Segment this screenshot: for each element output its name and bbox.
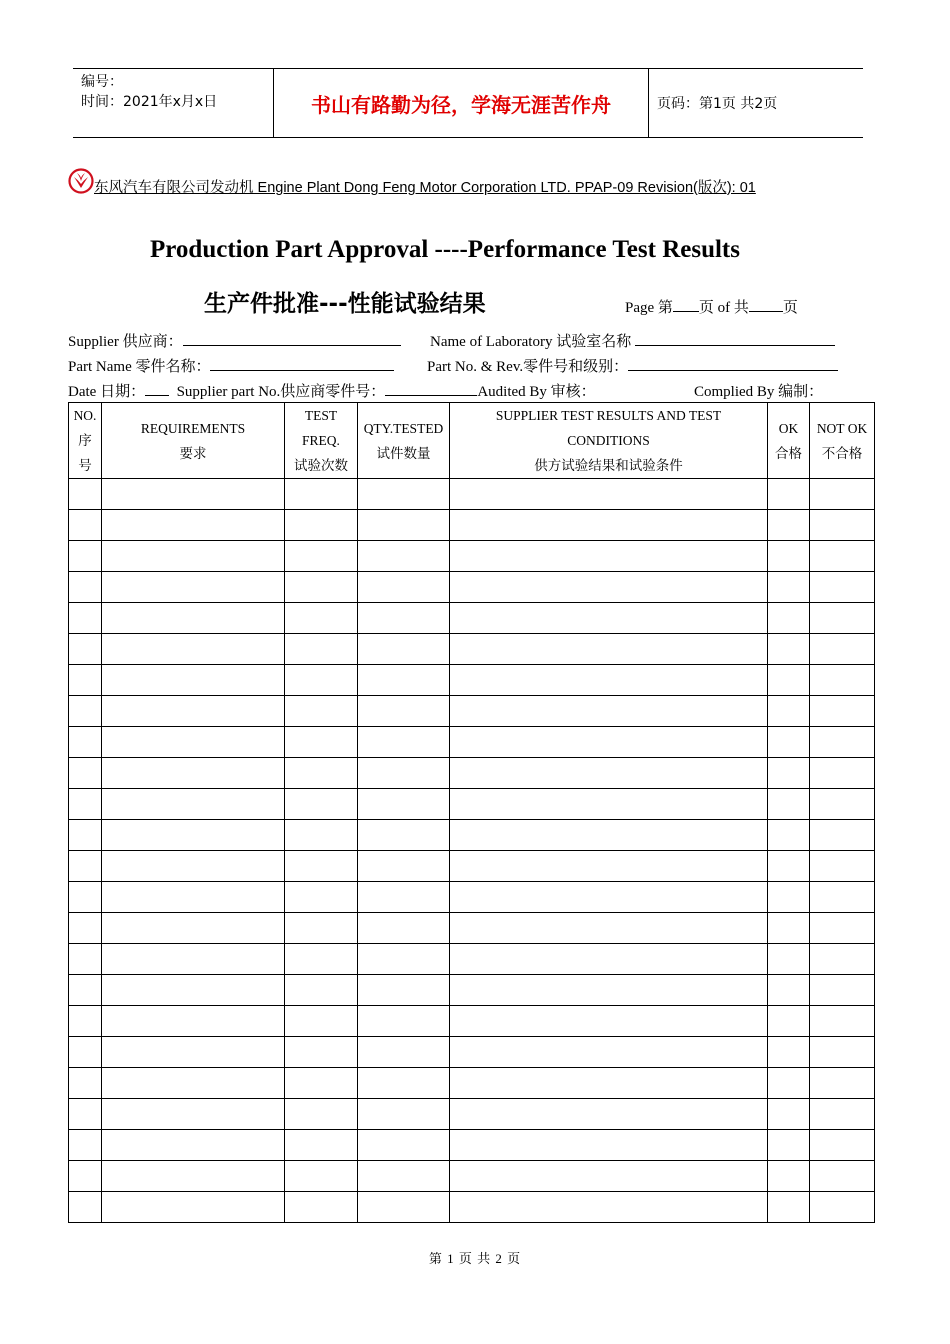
table-cell[interactable] [102, 510, 285, 541]
table-cell[interactable] [358, 789, 450, 820]
page-title: Production Part Approval ----Performance Test Results [150, 236, 740, 263]
results-table [68, 402, 875, 1223]
table-cell[interactable] [285, 789, 358, 820]
table-row [69, 665, 875, 696]
table-cell[interactable] [102, 1192, 285, 1223]
table-cell[interactable] [102, 758, 285, 789]
col-header-qty-tested: QTY.TESTED 试件数量 [358, 403, 450, 479]
table-row [69, 758, 875, 789]
table-cell[interactable] [810, 1037, 875, 1068]
table-row [69, 882, 875, 913]
table-cell[interactable] [69, 1161, 102, 1192]
table-cell[interactable] [285, 882, 358, 913]
table-cell[interactable] [768, 1161, 810, 1192]
table-cell[interactable] [450, 696, 768, 727]
table-header-row [69, 403, 875, 479]
table-cell[interactable] [768, 975, 810, 1006]
table-cell[interactable] [358, 479, 450, 510]
table-cell[interactable] [810, 851, 875, 882]
table-cell[interactable] [450, 572, 768, 603]
table-cell[interactable] [69, 820, 102, 851]
table-body [69, 479, 875, 1223]
supplier-part-field[interactable] [385, 381, 477, 396]
table-cell[interactable] [102, 820, 285, 851]
supplier-label: Supplier 供应商： [68, 334, 183, 350]
table-cell[interactable] [810, 665, 875, 696]
table-cell[interactable] [768, 882, 810, 913]
table-cell[interactable] [69, 1068, 102, 1099]
table-cell[interactable] [285, 1099, 358, 1130]
page-footer: 第 1 页 共 2 页 [428, 1251, 522, 1266]
table-cell[interactable] [69, 1006, 102, 1037]
table-cell[interactable] [69, 944, 102, 975]
table-cell[interactable] [69, 1037, 102, 1068]
table-cell[interactable] [450, 1068, 768, 1099]
table-row [69, 634, 875, 665]
table-cell[interactable] [102, 944, 285, 975]
table-cell[interactable] [102, 572, 285, 603]
table-cell[interactable] [285, 1161, 358, 1192]
table-cell[interactable] [285, 572, 358, 603]
table-cell[interactable] [358, 882, 450, 913]
table-cell[interactable] [69, 510, 102, 541]
table-cell[interactable] [285, 820, 358, 851]
table-row [69, 975, 875, 1006]
table-cell[interactable] [69, 1192, 102, 1223]
table-cell[interactable] [69, 882, 102, 913]
table-cell[interactable] [810, 1192, 875, 1223]
table-cell[interactable] [810, 510, 875, 541]
table-cell[interactable] [768, 944, 810, 975]
table-cell[interactable] [810, 572, 875, 603]
table-cell[interactable] [810, 541, 875, 572]
table-cell[interactable] [102, 541, 285, 572]
table-cell[interactable] [69, 665, 102, 696]
col-header-test-freq: TEST FREQ. 试验次数 [285, 403, 358, 479]
table-row [69, 1192, 875, 1223]
table-cell[interactable] [69, 975, 102, 1006]
table-cell[interactable] [69, 572, 102, 603]
table-cell[interactable] [768, 913, 810, 944]
table-cell[interactable] [768, 479, 810, 510]
time-label: 时间：2021年x月x日 [81, 94, 218, 110]
table-cell[interactable] [810, 882, 875, 913]
col-header-requirements: REQUIREMENTS 要求 [102, 403, 285, 479]
table-cell[interactable] [358, 1130, 450, 1161]
table-cell[interactable] [450, 1099, 768, 1130]
table-cell[interactable] [102, 665, 285, 696]
part-no-field[interactable] [628, 356, 838, 371]
table-cell[interactable] [285, 634, 358, 665]
table-cell[interactable] [358, 634, 450, 665]
table-cell[interactable] [768, 851, 810, 882]
number-label: 编号： [81, 74, 123, 90]
table-cell[interactable] [450, 789, 768, 820]
table-cell[interactable] [358, 1161, 450, 1192]
table-cell[interactable] [102, 1099, 285, 1130]
table-cell[interactable] [810, 944, 875, 975]
table-cell[interactable] [102, 696, 285, 727]
header-meta [81, 72, 276, 112]
table-cell[interactable] [69, 479, 102, 510]
table-cell[interactable] [810, 820, 875, 851]
table-cell[interactable] [285, 603, 358, 634]
lab-label: Name of Laboratory 试验室名称 [430, 334, 632, 350]
table-cell[interactable] [810, 758, 875, 789]
table-cell[interactable] [358, 758, 450, 789]
table-cell[interactable] [450, 727, 768, 758]
table-cell[interactable] [810, 913, 875, 944]
table-row [69, 479, 875, 510]
table-cell[interactable] [450, 758, 768, 789]
complied-row [694, 380, 823, 401]
table-cell[interactable] [810, 634, 875, 665]
table-cell[interactable] [450, 479, 768, 510]
lab-row [430, 330, 835, 351]
table-cell[interactable] [450, 603, 768, 634]
table-row [69, 1161, 875, 1192]
table-cell[interactable] [358, 1006, 450, 1037]
complied-label: Complied By 编制： [694, 384, 824, 400]
table-cell[interactable] [69, 541, 102, 572]
table-cell[interactable] [285, 975, 358, 1006]
document-header [73, 68, 863, 138]
table-cell[interactable] [768, 603, 810, 634]
table-cell[interactable] [69, 913, 102, 944]
table-cell[interactable] [450, 1006, 768, 1037]
table-cell[interactable] [102, 1037, 285, 1068]
supplier-part-label: Supplier part No.供应商零件号： [176, 384, 386, 400]
table-cell[interactable] [285, 541, 358, 572]
table-cell[interactable] [358, 1192, 450, 1223]
supplier-row [68, 330, 401, 351]
table-cell[interactable] [810, 789, 875, 820]
table-cell[interactable] [102, 913, 285, 944]
table-cell[interactable] [69, 603, 102, 634]
table-cell[interactable] [102, 882, 285, 913]
table-cell[interactable] [450, 510, 768, 541]
table-cell[interactable] [69, 851, 102, 882]
table-cell[interactable] [810, 1161, 875, 1192]
table-cell[interactable] [768, 727, 810, 758]
table-cell[interactable] [69, 696, 102, 727]
table-cell[interactable] [285, 1037, 358, 1068]
table-cell[interactable] [69, 1099, 102, 1130]
table-cell[interactable] [450, 944, 768, 975]
company-line [68, 168, 868, 196]
table-row [69, 1130, 875, 1161]
col-header-results: SUPPLIER TEST RESULTS AND TEST CONDITIONS 供方试验结果和试验条件 [450, 403, 768, 479]
table-row [69, 944, 875, 975]
table-row [69, 696, 875, 727]
table-cell[interactable] [768, 758, 810, 789]
table-cell[interactable] [450, 1130, 768, 1161]
table-row [69, 1099, 875, 1130]
page-info: Page 第 页 of 共 页 [625, 296, 798, 317]
table-cell[interactable] [768, 572, 810, 603]
table-cell[interactable] [102, 851, 285, 882]
table-cell[interactable] [358, 696, 450, 727]
page-title-cn: 生产件批准---性能试验结果 [204, 291, 486, 317]
date-label: Date 日期： [68, 384, 146, 400]
table-cell[interactable] [450, 1192, 768, 1223]
table-cell[interactable] [358, 913, 450, 944]
page-code: 页码：第1页 共2页 [657, 96, 778, 112]
table-cell[interactable] [768, 665, 810, 696]
table-cell[interactable] [102, 1130, 285, 1161]
table-cell[interactable] [768, 541, 810, 572]
table-row [69, 510, 875, 541]
table-cell[interactable] [102, 634, 285, 665]
supplier-field[interactable] [183, 331, 401, 346]
table-row [69, 1068, 875, 1099]
table-row [69, 1037, 875, 1068]
table-cell[interactable] [768, 1192, 810, 1223]
table-cell[interactable] [358, 851, 450, 882]
table-cell[interactable] [810, 603, 875, 634]
motto: 书山有路勤为径，学海无涯苦作舟 [311, 92, 611, 117]
date-field[interactable] [145, 381, 169, 396]
table-row [69, 727, 875, 758]
table-cell[interactable] [285, 1068, 358, 1099]
table-cell[interactable] [358, 727, 450, 758]
table-cell[interactable] [285, 510, 358, 541]
table-cell[interactable] [768, 634, 810, 665]
part-no-label: Part No. & Rev.零件号和级别： [427, 359, 629, 375]
table-row [69, 913, 875, 944]
divider [648, 69, 649, 137]
table-cell[interactable] [102, 727, 285, 758]
table-cell[interactable] [810, 696, 875, 727]
table-cell[interactable] [768, 1006, 810, 1037]
company-name: 东风汽车有限公司发动机 Engine Plant Dong Feng Motor Corporation LTD. PPAP-09 Revision(版次): 01 [94, 180, 756, 196]
table-cell[interactable] [285, 758, 358, 789]
table-cell[interactable] [768, 1037, 810, 1068]
table-cell[interactable] [285, 727, 358, 758]
table-cell[interactable] [450, 975, 768, 1006]
table-cell[interactable] [768, 789, 810, 820]
table-cell[interactable] [285, 696, 358, 727]
table-cell[interactable] [450, 634, 768, 665]
table-cell[interactable] [810, 479, 875, 510]
table-cell[interactable] [768, 696, 810, 727]
table-row [69, 820, 875, 851]
table-cell[interactable] [285, 1006, 358, 1037]
table-cell[interactable] [450, 820, 768, 851]
part-no-row [427, 355, 838, 376]
table-cell[interactable] [768, 1130, 810, 1161]
table-cell[interactable] [69, 634, 102, 665]
part-name-row [68, 355, 394, 376]
table-cell[interactable] [358, 1068, 450, 1099]
table-cell[interactable] [358, 541, 450, 572]
table-cell[interactable] [810, 1068, 875, 1099]
audited-label: Audited By 审核： [477, 384, 596, 400]
table-row [69, 1006, 875, 1037]
table-cell[interactable] [450, 882, 768, 913]
table-cell[interactable] [358, 510, 450, 541]
table-cell[interactable] [358, 572, 450, 603]
table-cell[interactable] [810, 1099, 875, 1130]
table-row [69, 541, 875, 572]
table-cell[interactable] [358, 665, 450, 696]
dongfeng-logo-icon [68, 168, 94, 194]
table-cell[interactable] [768, 1099, 810, 1130]
table-row [69, 603, 875, 634]
table-cell[interactable] [768, 820, 810, 851]
table-cell[interactable] [358, 975, 450, 1006]
page-number-blank[interactable] [673, 297, 699, 312]
table-cell[interactable] [102, 1068, 285, 1099]
table-cell[interactable] [810, 1130, 875, 1161]
table-cell[interactable] [450, 665, 768, 696]
table-cell[interactable] [450, 913, 768, 944]
table-cell[interactable] [358, 603, 450, 634]
table-cell[interactable] [450, 541, 768, 572]
table-cell[interactable] [102, 603, 285, 634]
table-cell[interactable] [450, 1037, 768, 1068]
table-cell[interactable] [450, 1161, 768, 1192]
table-cell[interactable] [285, 479, 358, 510]
part-name-field[interactable] [210, 356, 394, 371]
table-cell[interactable] [102, 1161, 285, 1192]
page-total-blank[interactable] [749, 297, 783, 312]
table-row [69, 789, 875, 820]
table-cell[interactable] [285, 1192, 358, 1223]
table-cell[interactable] [358, 1099, 450, 1130]
table-cell[interactable] [285, 851, 358, 882]
table-cell[interactable] [69, 727, 102, 758]
table-cell[interactable] [285, 913, 358, 944]
table-cell[interactable] [69, 1130, 102, 1161]
table-cell[interactable] [358, 944, 450, 975]
table-cell[interactable] [810, 727, 875, 758]
table-cell[interactable] [358, 820, 450, 851]
table-cell[interactable] [102, 1006, 285, 1037]
table-cell[interactable] [358, 1037, 450, 1068]
col-header-not-ok: NOT OK 不合格 [810, 403, 875, 479]
table-cell[interactable] [285, 944, 358, 975]
table-cell[interactable] [768, 1068, 810, 1099]
table-cell[interactable] [102, 479, 285, 510]
part-name-label: Part Name 零件名称： [68, 359, 211, 375]
table-cell[interactable] [810, 975, 875, 1006]
table-cell[interactable] [102, 789, 285, 820]
date-row [68, 380, 596, 401]
table-cell[interactable] [102, 975, 285, 1006]
table-row [69, 572, 875, 603]
table-cell[interactable] [285, 1130, 358, 1161]
table-cell[interactable] [450, 851, 768, 882]
table-cell[interactable] [285, 665, 358, 696]
table-cell[interactable] [69, 789, 102, 820]
table-cell[interactable] [810, 1006, 875, 1037]
col-header-no: NO. 序 号 [69, 403, 102, 479]
table-cell[interactable] [69, 758, 102, 789]
lab-field[interactable] [635, 331, 835, 346]
col-header-ok: OK 合格 [768, 403, 810, 479]
table-cell[interactable] [768, 510, 810, 541]
table-row [69, 851, 875, 882]
